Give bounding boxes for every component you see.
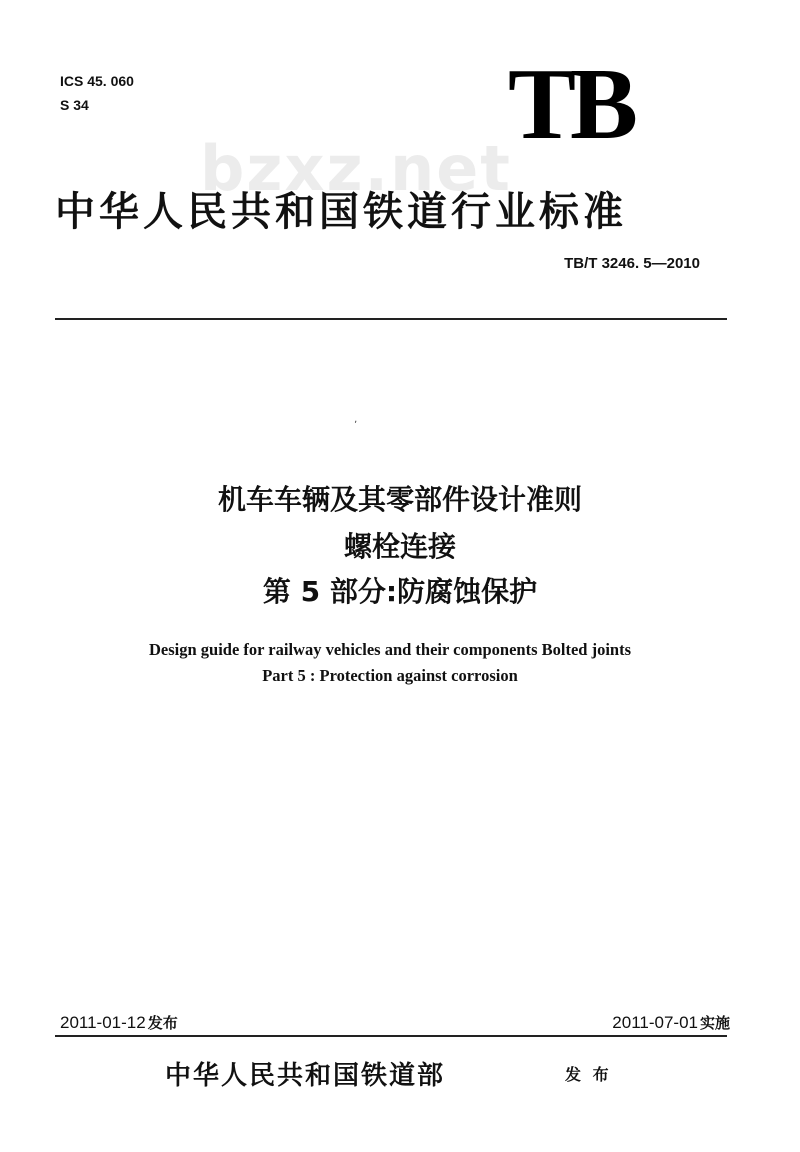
implementation-date [612,1012,730,1033]
issue-date [60,1012,178,1033]
implementation-date-label: 实施 [699,1014,730,1032]
ics-code: ICS 45. 060 [60,73,134,89]
document-title-line-3: 第 5 部分:防腐蚀保护 [262,575,538,608]
classification-code: S 34 [60,97,89,113]
scan-mark: ʼ [354,420,358,431]
standard-category-title: 中华人民共和国铁道行业标准 [55,189,627,235]
tb-logo: TB [508,48,633,161]
header-divider [55,318,727,320]
document-title-line-2: 螺栓连接 [343,530,456,563]
issue-date-value: 2011-01-12 [60,1013,146,1032]
issue-date-label: 发布 [147,1014,178,1032]
english-title-line-1: Design guide for railway vehicles and their components Bolted joints [148,640,632,659]
standard-number: TB/T 3246. 5—2010 [564,255,700,272]
watermark: bzxz.net [200,132,512,205]
publisher-name: 中华人民共和国铁道部 [165,1061,446,1091]
implementation-date-value: 2011-07-01 [612,1013,698,1032]
footer-divider [55,1035,727,1037]
document-title-line-1: 机车车辆及其零部件设计准则 [217,483,582,516]
publish-label: 发 布 [565,1065,612,1084]
english-title-line-2: Part 5 : Protection against corrosion [262,666,518,685]
